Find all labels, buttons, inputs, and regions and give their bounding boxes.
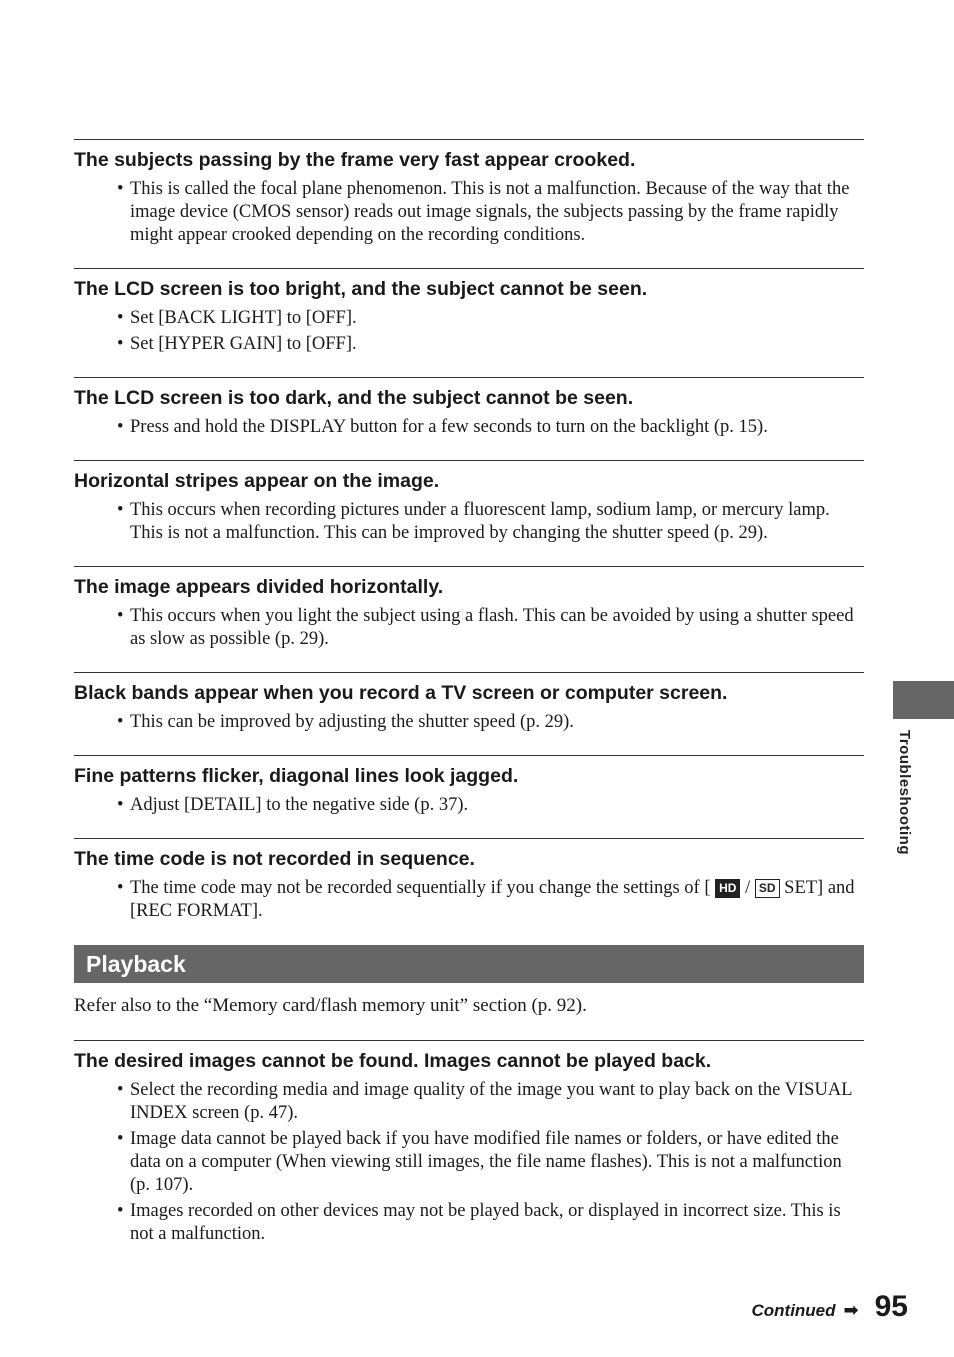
section-heading: Black bands appear when you record a TV screen or computer screen. — [74, 682, 728, 704]
section-heading: The LCD screen is too dark, and the subject cannot be seen. — [74, 387, 634, 409]
bullet-text-pre: The time code may not be recorded sequentially if you change the settings of [ — [130, 878, 711, 898]
troubleshooting-section — [74, 460, 864, 545]
continued-arrow-icon: ➡ — [843, 1300, 859, 1321]
bullet-list — [74, 416, 864, 439]
bullet-item — [74, 877, 864, 923]
bullet-text: This occurs when recording pictures under a fluorescent lamp, sodium lamp, or mercury lamp. This is not a malfunction. This can be improved by changing the shutter speed (p. 29). — [130, 500, 830, 543]
continued-label: Continued — [751, 1301, 836, 1320]
bullet-text: Images recorded on other devices may not be played back, or displayed in incorrect size. This is not a malfunction. — [130, 1201, 841, 1244]
bullet-dot: • — [117, 500, 124, 520]
bullet-text: This occurs when you light the subject using a flash. This can be avoided by using a shutter speed as slow as possible (p. 29). — [130, 606, 854, 649]
bullet-text: Adjust [DETAIL] to the negative side (p. 37). — [130, 795, 469, 815]
slash-separator: / — [745, 878, 751, 898]
troubleshooting-section — [74, 755, 864, 817]
section-heading: The desired images cannot be found. Images cannot be played back. — [74, 1050, 712, 1072]
bullet-dot: • — [117, 308, 124, 328]
bullet-text: Press and hold the DISPLAY button for a few seconds to turn on the backlight (p. 15). — [130, 417, 768, 437]
section-heading: Horizontal stripes appear on the image. — [74, 470, 440, 492]
section-timecode — [74, 838, 864, 923]
bullet-list — [74, 1079, 864, 1246]
bullet-item — [74, 333, 864, 356]
sd-quality-icon: SD — [755, 879, 780, 898]
bullet-item — [74, 794, 864, 817]
bullet-dot: • — [117, 1201, 124, 1221]
troubleshooting-section — [74, 672, 864, 734]
playback-reference-text: Refer also to the “Memory card/flash memory unit” section (p. 92). — [74, 995, 587, 1016]
bullet-list — [74, 794, 864, 817]
bullet-dot: • — [117, 878, 124, 898]
section-heading: The image appears divided horizontally. — [74, 576, 444, 598]
bullet-text: This can be improved by adjusting the shutter speed (p. 29). — [130, 712, 574, 732]
section-heading: The LCD screen is too bright, and the subject cannot be seen. — [74, 278, 648, 300]
bullet-item — [74, 711, 864, 734]
bullet-dot: • — [117, 712, 124, 732]
section-heading: The subjects passing by the frame very fast appear crooked. — [74, 149, 636, 171]
bullet-text-post: SET] and [REC FORMAT]. — [130, 878, 855, 921]
troubleshooting-section — [74, 566, 864, 651]
bullet-list — [74, 307, 864, 356]
bullet-dot: • — [117, 1129, 124, 1149]
bullet-item — [74, 1128, 864, 1197]
bullet-dot: • — [117, 179, 124, 199]
troubleshooting-section — [74, 377, 864, 439]
bullet-text: This is called the focal plane phenomenon. This is not a malfunction. Because of the way that the image device (CMOS sensor) reads out image signals, the subjects passing by the frame rapidly might appear crooked depending on the recording conditions. — [130, 179, 850, 245]
troubleshooting-section — [74, 139, 864, 247]
chapter-tab-label: Troubleshooting — [896, 730, 913, 855]
bullet-dot: • — [117, 417, 124, 437]
chapter-tab-marker — [893, 681, 954, 719]
hd-quality-icon: HD — [715, 879, 740, 898]
bullet-list — [74, 877, 864, 923]
section-heading: The time code is not recorded in sequence. — [74, 848, 475, 870]
troubleshooting-section — [74, 268, 864, 356]
bullet-dot: • — [117, 1080, 124, 1100]
bullet-list — [74, 499, 864, 545]
bullet-item — [74, 178, 864, 247]
section-heading: Fine patterns flicker, diagonal lines look jagged. — [74, 765, 519, 787]
troubleshooting-sections — [74, 139, 864, 817]
bullet-dot: • — [117, 334, 124, 354]
bullet-text: Select the recording media and image quality of the image you want to play back on the VISUAL INDEX screen (p. 47). — [130, 1080, 852, 1123]
playback-section-title: Playback — [74, 945, 864, 983]
playback-sections — [74, 1040, 864, 1246]
page-footer — [751, 1290, 908, 1324]
page-content — [74, 139, 864, 1249]
bullet-text: Image data cannot be played back if you have modified file names or folders, or have edited the data on a computer (When viewing still images, the file name flashes). This is not a malfunction (p. 107). — [130, 1129, 842, 1195]
bullet-dot: • — [117, 795, 124, 815]
bullet-item — [74, 605, 864, 651]
bullet-list — [74, 711, 864, 734]
bullet-text: Set [BACK LIGHT] to [OFF]. — [130, 308, 357, 328]
bullet-item — [74, 307, 864, 330]
bullet-item — [74, 1200, 864, 1246]
page-number: 95 — [874, 1290, 908, 1323]
bullet-dot: • — [117, 606, 124, 626]
bullet-item — [74, 1079, 864, 1125]
bullet-item — [74, 416, 864, 439]
bullet-text: Set [HYPER GAIN] to [OFF]. — [130, 334, 357, 354]
bullet-list — [74, 178, 864, 247]
troubleshooting-section — [74, 1040, 864, 1246]
bullet-list — [74, 605, 864, 651]
bullet-item — [74, 499, 864, 545]
